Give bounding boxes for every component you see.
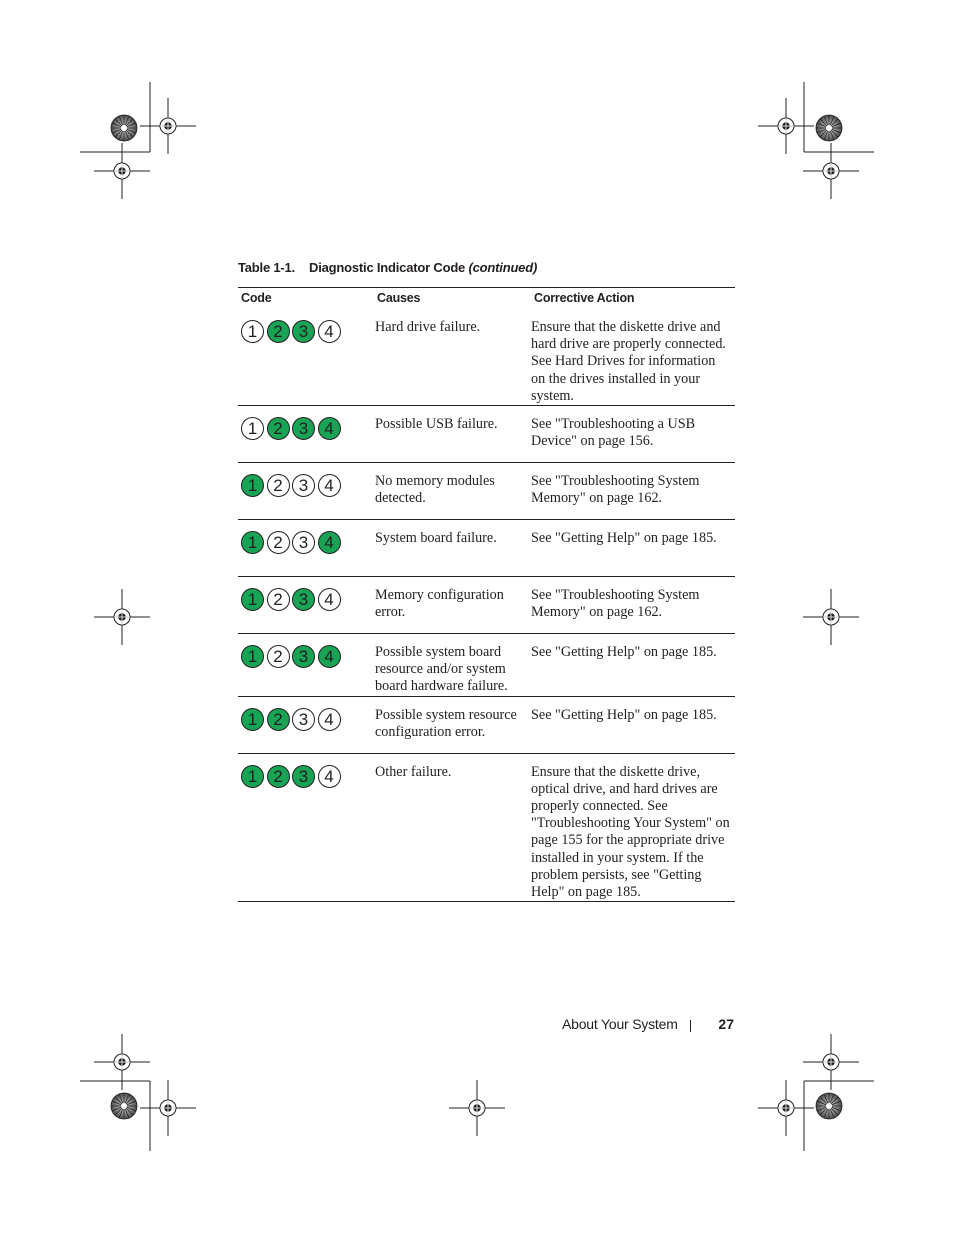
action-cell: See "Getting Help" on page 185. bbox=[531, 634, 735, 697]
code-cell bbox=[238, 634, 374, 697]
code-cell bbox=[238, 577, 374, 634]
led-indicator-3-on: 3 bbox=[292, 765, 315, 788]
led-indicator-2-on: 2 bbox=[267, 765, 290, 788]
led-indicator-2-off: 2 bbox=[267, 474, 290, 497]
cause-cell: Other failure. bbox=[374, 753, 531, 902]
led-code bbox=[241, 588, 372, 611]
led-code bbox=[241, 645, 372, 668]
table-caption bbox=[238, 260, 537, 275]
led-indicator-3-off: 3 bbox=[292, 474, 315, 497]
led-indicator-2-off: 2 bbox=[267, 531, 290, 554]
code-cell bbox=[238, 753, 374, 902]
table-row bbox=[238, 753, 735, 902]
led-indicator-2-on: 2 bbox=[267, 417, 290, 440]
table-row bbox=[238, 696, 735, 753]
led-code bbox=[241, 417, 372, 440]
table-row bbox=[238, 406, 735, 463]
cause-cell: No memory modules detected. bbox=[374, 463, 531, 520]
page-number: 27 bbox=[718, 1016, 734, 1032]
led-indicator-2-off: 2 bbox=[267, 588, 290, 611]
action-cell: Ensure that the diskette drive, optical drive, and hard drives are properly connected. See "Troubleshooting Your System" on page 155 for the appropriate drive installed in your system. If the problem persists, see "Getting Help" on page 185. bbox=[531, 753, 735, 902]
led-indicator-3-on: 3 bbox=[292, 417, 315, 440]
caption-label: Table 1-1. bbox=[238, 260, 296, 275]
cause-cell: Memory configuration error. bbox=[374, 577, 531, 634]
led-indicator-1-on: 1 bbox=[241, 708, 264, 731]
led-indicator-1-on: 1 bbox=[241, 765, 264, 788]
led-code bbox=[241, 531, 372, 554]
footer-divider bbox=[690, 1020, 691, 1032]
cause-cell: Possible system resource configuration error. bbox=[374, 696, 531, 753]
led-indicator-3-off: 3 bbox=[292, 531, 315, 554]
led-indicator-2-off: 2 bbox=[267, 645, 290, 668]
table-row bbox=[238, 309, 735, 406]
caption-suffix: (continued) bbox=[468, 260, 538, 275]
led-indicator-3-on: 3 bbox=[292, 588, 315, 611]
code-cell bbox=[238, 309, 374, 406]
led-indicator-4-off: 4 bbox=[318, 320, 341, 343]
cause-cell: System board failure. bbox=[374, 520, 531, 577]
led-indicator-1-off: 1 bbox=[241, 417, 264, 440]
led-indicator-3-on: 3 bbox=[292, 320, 315, 343]
led-code bbox=[241, 708, 372, 731]
cause-cell: Possible system board resource and/or system board hardware failure. bbox=[374, 634, 531, 697]
footer-section: About Your System bbox=[562, 1016, 678, 1032]
led-indicator-4-off: 4 bbox=[318, 765, 341, 788]
code-cell bbox=[238, 406, 374, 463]
led-indicator-1-on: 1 bbox=[241, 645, 264, 668]
led-indicator-1-on: 1 bbox=[241, 588, 264, 611]
code-cell bbox=[238, 520, 374, 577]
action-cell: See "Getting Help" on page 185. bbox=[531, 520, 735, 577]
action-cell: See "Getting Help" on page 185. bbox=[531, 696, 735, 753]
led-indicator-4-on: 4 bbox=[318, 417, 341, 440]
code-cell bbox=[238, 696, 374, 753]
table-row bbox=[238, 463, 735, 520]
diagnostic-table bbox=[238, 287, 735, 902]
led-indicator-2-on: 2 bbox=[267, 708, 290, 731]
led-code bbox=[241, 320, 372, 343]
led-code bbox=[241, 765, 372, 788]
led-code bbox=[241, 474, 372, 497]
action-cell: See "Troubleshooting a USB Device" on page 156. bbox=[531, 406, 735, 463]
table-row bbox=[238, 577, 735, 634]
table-header-row bbox=[238, 288, 735, 310]
table-row bbox=[238, 634, 735, 697]
caption-title: Diagnostic Indicator Code bbox=[309, 260, 466, 275]
header-code: Code bbox=[238, 288, 374, 310]
action-cell: See "Troubleshooting System Memory" on page 162. bbox=[531, 577, 735, 634]
action-cell: See "Troubleshooting System Memory" on page 162. bbox=[531, 463, 735, 520]
led-indicator-1-on: 1 bbox=[241, 474, 264, 497]
cause-cell: Possible USB failure. bbox=[374, 406, 531, 463]
led-indicator-4-on: 4 bbox=[318, 531, 341, 554]
cause-cell: Hard drive failure. bbox=[374, 309, 531, 406]
led-indicator-3-on: 3 bbox=[292, 645, 315, 668]
led-indicator-4-off: 4 bbox=[318, 588, 341, 611]
header-causes: Causes bbox=[374, 288, 531, 310]
led-indicator-4-on: 4 bbox=[318, 645, 341, 668]
led-indicator-4-off: 4 bbox=[318, 708, 341, 731]
action-cell: Ensure that the diskette drive and hard drive are properly connected. See Hard Drives for information on the drives installed in your system. bbox=[531, 309, 735, 406]
led-indicator-2-on: 2 bbox=[267, 320, 290, 343]
code-cell bbox=[238, 463, 374, 520]
led-indicator-1-on: 1 bbox=[241, 531, 264, 554]
led-indicator-1-off: 1 bbox=[241, 320, 264, 343]
led-indicator-3-off: 3 bbox=[292, 708, 315, 731]
table-row bbox=[238, 520, 735, 577]
header-action: Corrective Action bbox=[531, 288, 735, 310]
led-indicator-4-off: 4 bbox=[318, 474, 341, 497]
